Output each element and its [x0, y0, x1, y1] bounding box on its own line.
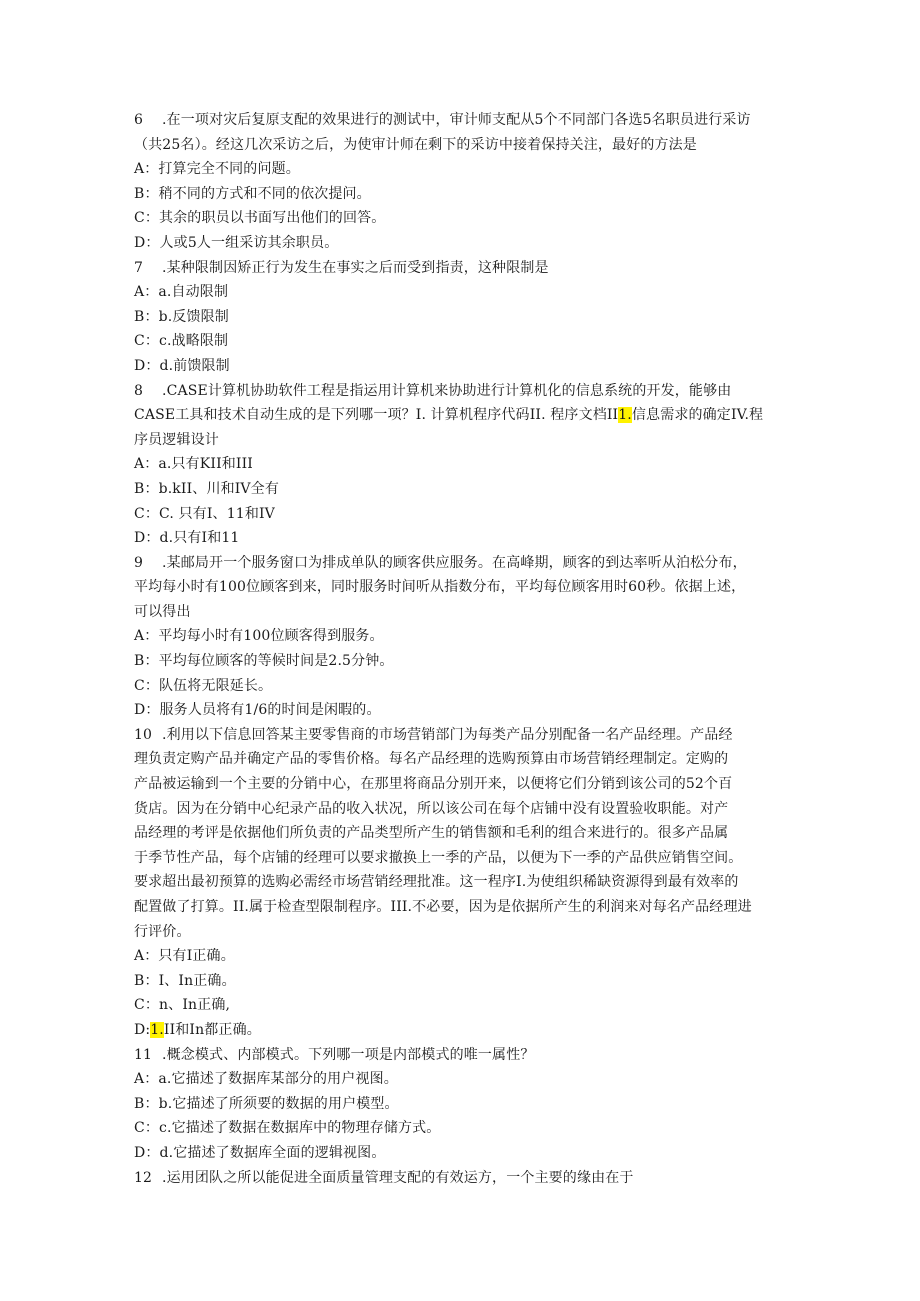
question-9-line-3: 可以得出 [134, 603, 191, 620]
question-text: .概念模式、内部模式。下列哪一项是内部模式的唯一属性？ [162, 1046, 535, 1063]
question-number: 8 [134, 382, 144, 399]
question-text: .在一项对灾后复原支配的效果进行的测试中，审计师支配从5个不同部门各选5名职员进行采访 [162, 112, 751, 128]
question-11-option-a: A：a.它描述了数据库某部分的用户视图。 [134, 1071, 398, 1088]
question-8-option-d: D：d.只有I和11 [134, 530, 240, 547]
question-text: .利用以下信息回答某主要零售商的市场营销部门为每类产品分别配备一名产品经理。产品经 [162, 726, 733, 743]
question-10-option-d [134, 1018, 794, 1043]
question-text: .运用团队之所以能促进全面质量管理支配的有效运方，一个主要的缘由在于 [162, 1169, 634, 1186]
question-8-option-b: B：b.kII、川和IV全有 [134, 480, 279, 497]
question-7-option-b: B：b.反馈限制 [134, 308, 229, 325]
question-9-option-d: D：服务人员将有1/6的时间是闲暇的。 [134, 702, 381, 719]
option-text: II和In都正确。 [163, 1021, 261, 1038]
question-10-option-a: A：只有I正确。 [134, 948, 235, 965]
question-10-line-5: 品经理的考评是依据他们所负责的产品类型所产生的销售额和毛利的组合来进行的。很多产品属 [134, 825, 729, 842]
question-number: 6 [134, 112, 144, 128]
question-6-line-1 [134, 108, 794, 133]
question-10-line-8: 配置做了打算。II.属于检查型限制程序。III.不必要，因为是依据所产生的利润来对每名产品经理进 [134, 899, 752, 915]
question-6-option-c: C：其余的职员以书面写出他们的回答。 [134, 210, 386, 227]
question-8-option-a: A：a.只有KII和III [134, 456, 253, 473]
question-9-option-a: A：平均每小时有100位顾客得到服务。 [134, 628, 384, 645]
question-11-option-c: C：c.它描述了数据在数据库中的物理存储方式。 [134, 1120, 441, 1137]
question-10-option-c: C：n、In正确, [134, 997, 231, 1014]
question-11-line-1 [134, 1043, 794, 1068]
question-10-line-7: 要求超出最初预算的选购必需经市场营销经理批准。这一程序I.为使组织稀缺资源得到最有效率的 [134, 874, 739, 891]
question-9-option-b: B：平均每位顾客的等候时间是2.5分钟。 [134, 653, 394, 670]
question-10-option-b: B：I、In正确。 [134, 972, 236, 989]
question-10-line-6: 于季节性产品，每个店铺的经理可以要求撤换上一季的产品，以便为下一季的产品供应销售空间。 [134, 849, 743, 866]
question-11-option-d: D：d.它描述了数据库全面的逻辑视图。 [134, 1144, 386, 1161]
question-7-option-c: C：c.战略限制 [134, 333, 229, 350]
question-11-option-b: B：b.它描述了所须要的数据的用户模型。 [134, 1095, 399, 1112]
highlighted-text: 1. [150, 1021, 164, 1038]
question-number: 10 [134, 726, 153, 743]
question-text: .某邮局开一个服务窗口为排成单队的顾客供应服务。在高峰期，顾客的到达率听从泊松分布， [162, 554, 747, 571]
question-text: 信息需求的确定IV.程 [631, 407, 764, 424]
question-number: 11 [134, 1046, 153, 1063]
question-7-option-d: D：d.前馈限制 [134, 357, 230, 374]
highlighted-text: 1. [618, 407, 632, 424]
question-10-line-3: 产品被运输到一个主要的分销中心，在那里将商品分别开来，以便将它们分销到该公司的52个百 [134, 776, 733, 793]
question-8-line-2 [134, 403, 794, 428]
question-number: 9 [134, 554, 144, 571]
question-6-option-d: D：人或5人一组采访其余职员。 [134, 234, 339, 251]
question-10-line-2: 理负责定购产品并确定产品的零售价格。每名产品经理的选购预算由市场营销经理制定。定购的 [134, 751, 729, 768]
question-8-line-3: 序员逻辑设计 [134, 431, 219, 448]
question-10-line-4: 货店。因为在分销中心纪录产品的收入状况，所以该公司在每个店铺中没有设置验收职能。对产 [134, 800, 729, 817]
question-8-line-1 [134, 379, 794, 404]
question-7-option-a: A：a.自动限制 [134, 284, 229, 301]
option-label: D: [134, 1021, 151, 1038]
question-text: .CASE计算机协助软件工程是指运用计算机来协助进行计算机化的信息系统的开发，能够由 [162, 382, 732, 399]
question-6-line-2: （共25名）。经这几次采访之后，为使审计师在剩下的采访中接着保持关注，最好的方法是 [134, 136, 697, 153]
document-page [134, 108, 794, 1190]
question-10-line-1 [134, 723, 794, 748]
question-number: 7 [134, 259, 144, 276]
question-6-option-b: B：稍不同的方式和不同的依次提问。 [134, 185, 371, 202]
question-10-line-9: 行评价。 [134, 923, 191, 940]
question-9-line-1 [134, 551, 794, 576]
question-7-line-1 [134, 256, 794, 281]
question-text: CASE工具和技术自动生成的是下列哪一项？I. 计算机程序代码II. 程序文档II [134, 407, 619, 424]
question-6-option-a: A：打算完全不同的问题。 [134, 161, 300, 178]
question-number: 12 [134, 1169, 153, 1186]
question-8-option-c: C：C. 只有I、11和IV [134, 505, 275, 522]
question-9-option-c: C：队伍将无限延长。 [134, 677, 273, 694]
question-text: .某种限制因矫正行为发生在事实之后而受到指责，这种限制是 [162, 259, 549, 276]
question-12-line-1 [134, 1166, 794, 1191]
question-9-line-2: 平均每小时有100位顾客到来，同时服务时间听从指数分布，平均每位顾客用时60秒。依据上述， [134, 579, 746, 596]
